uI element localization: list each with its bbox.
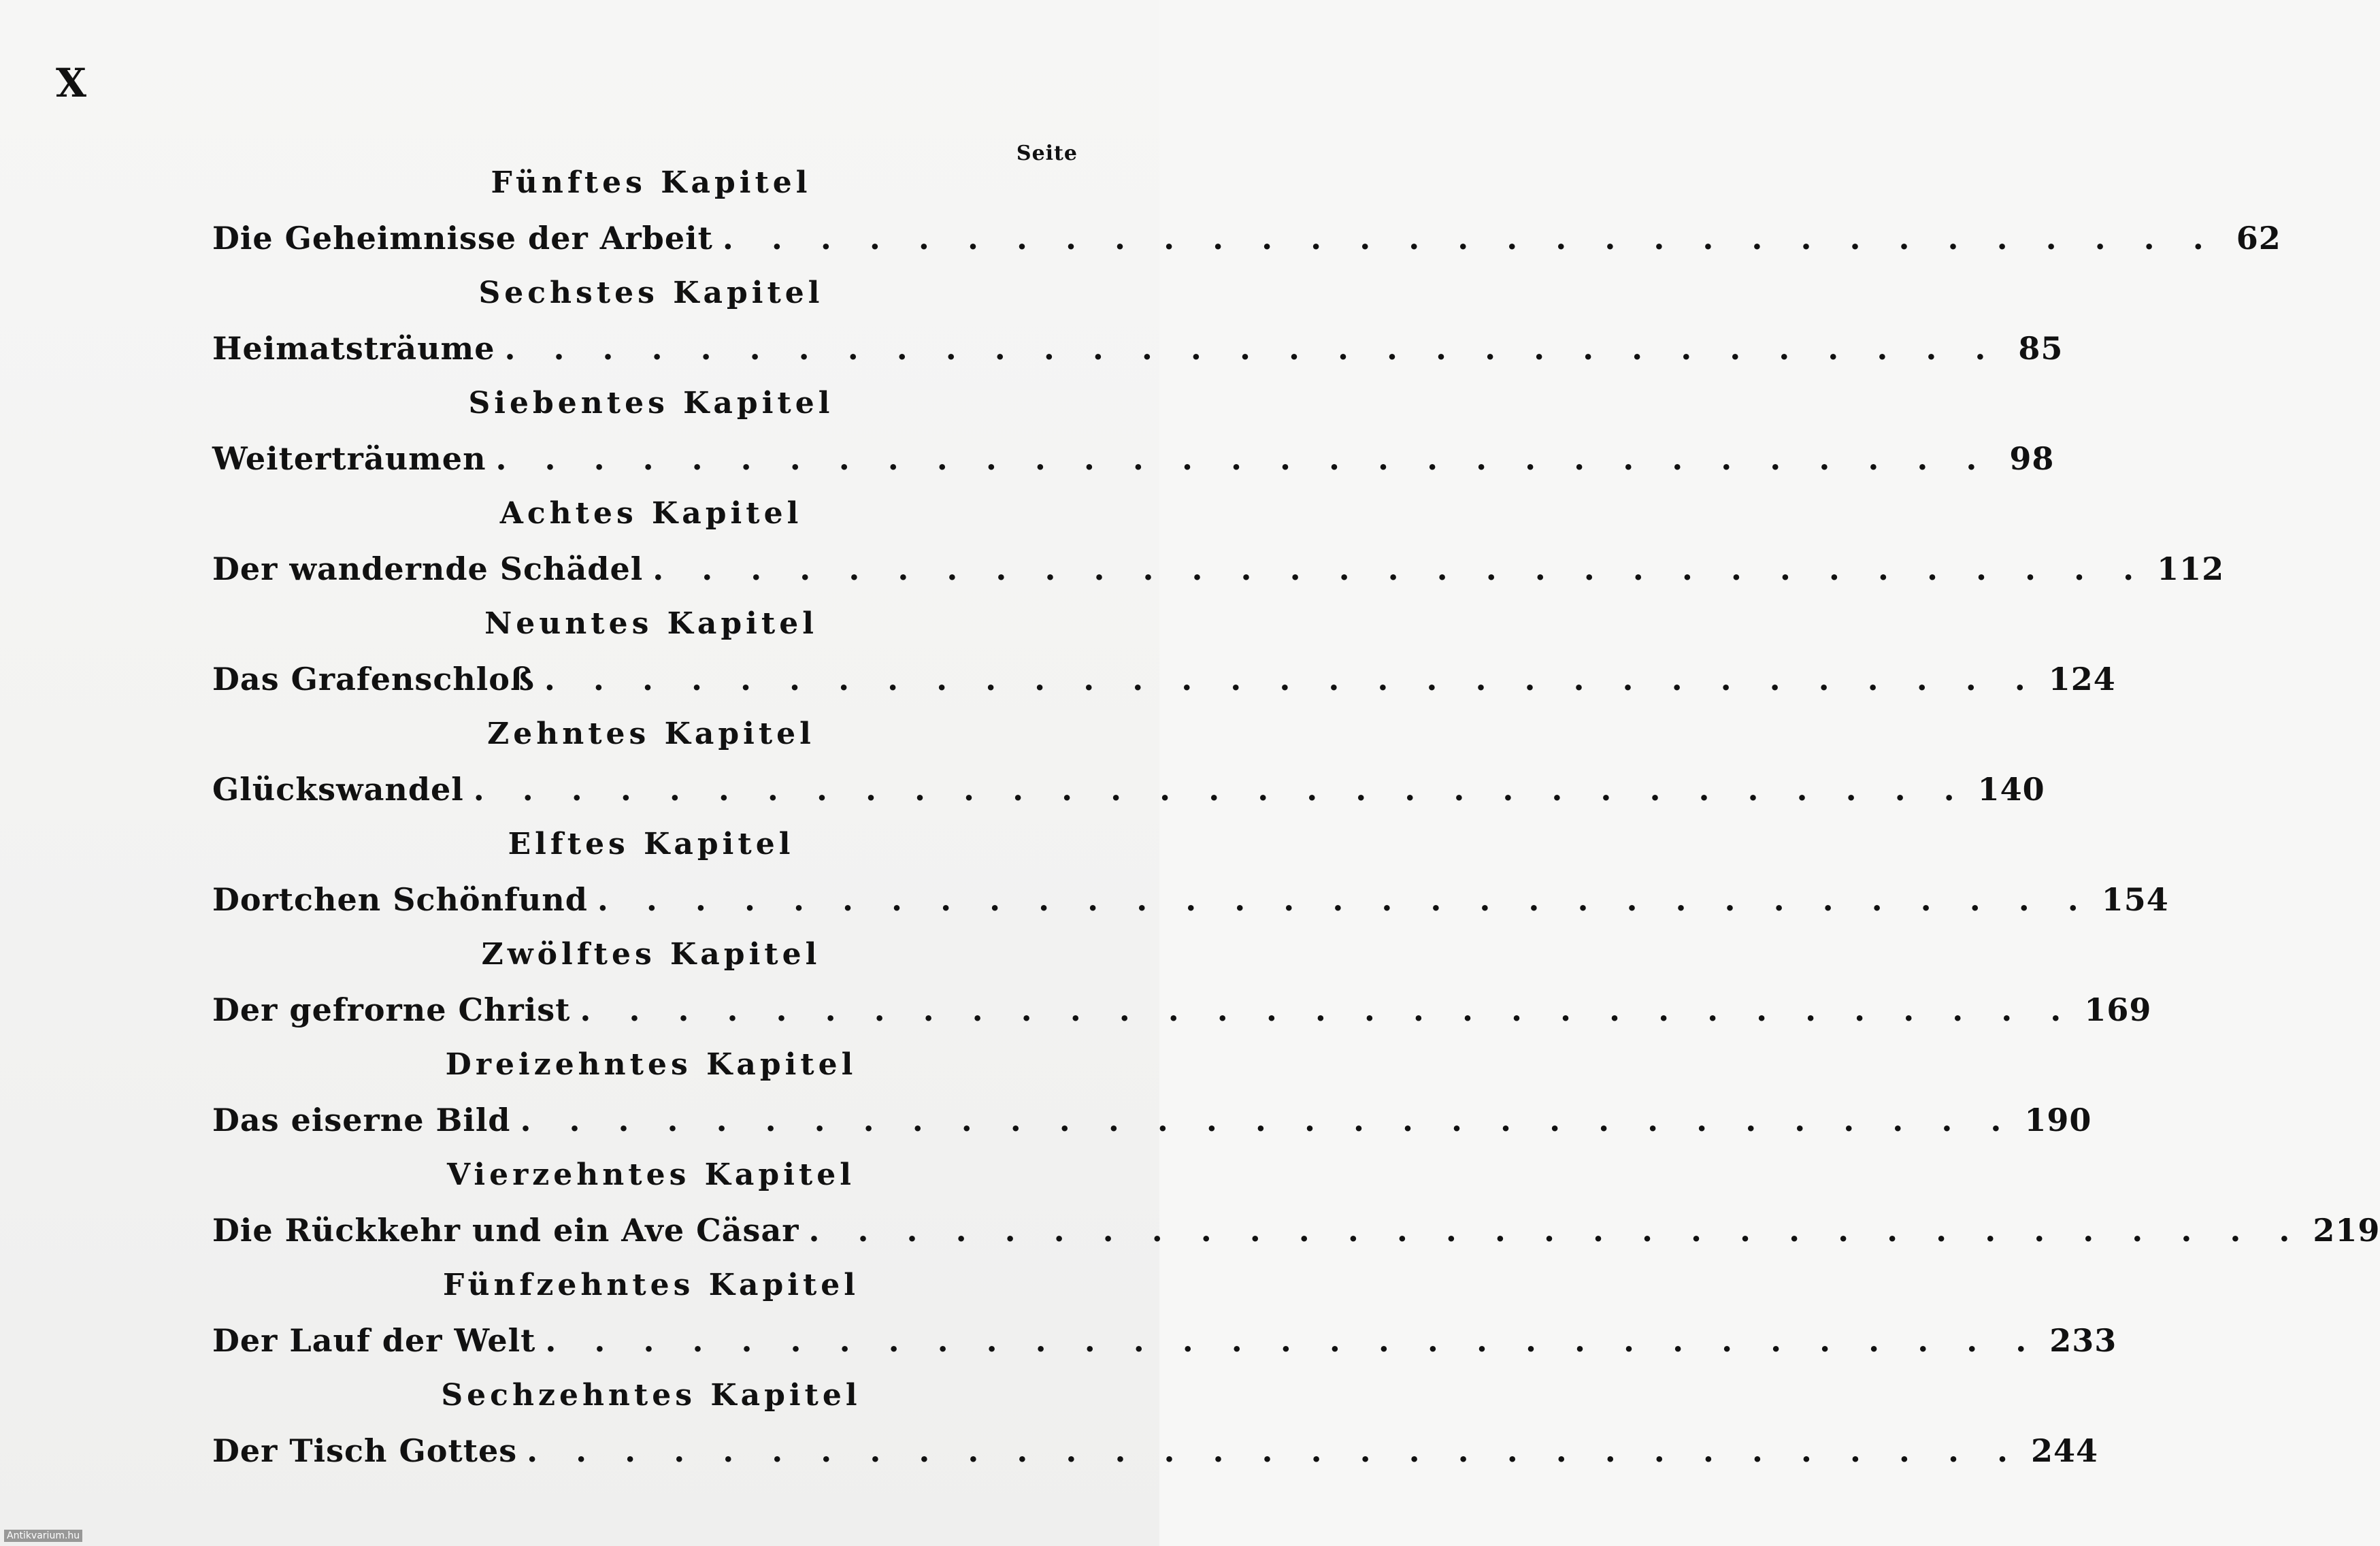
leader-dots: . . . . . . . . . . . . . . . . . . . . . . . . . . . . . . .: [520, 1102, 2015, 1138]
chapter-page: 98: [2009, 440, 2055, 477]
table-of-contents: [212, 157, 2380, 1479]
leader-dots: . . . . . . . . . . . . . . . . . . . . . . . . . . . . . . .: [652, 550, 2148, 587]
toc-entry: [212, 1091, 2092, 1149]
chapter-title: Das eiserne Bild: [212, 1102, 511, 1138]
chapter-page: 62: [2236, 220, 2281, 257]
leader-dots: . . . . . . . . . . . . . . . . . . . . . . . . . . . . . . .: [545, 1322, 2040, 1359]
chapter-title: Die Rückkehr und ein Ave Cäsar: [212, 1212, 799, 1249]
chapter-title: Die Geheimnisse der Arbeit: [212, 220, 713, 257]
chapter-heading: Dreizehntes Kapitel: [445, 1047, 857, 1082]
toc-entry: [212, 540, 2225, 597]
chapter-heading: Neuntes Kapitel: [484, 606, 818, 641]
chapter-page: 140: [1977, 771, 2045, 808]
toc-entry: [212, 651, 2116, 708]
chapter-heading: Vierzehntes Kapitel: [447, 1157, 855, 1192]
chapter-heading: Zehntes Kapitel: [487, 717, 815, 751]
chapter-title: Der Lauf der Welt: [212, 1322, 536, 1359]
chapter-title: Der Tisch Gottes: [212, 1432, 518, 1469]
chapter-heading: Sechstes Kapitel: [478, 276, 824, 310]
toc-entry: [212, 210, 2281, 267]
chapter-block: [212, 597, 2116, 708]
toc-entry: [212, 871, 2169, 928]
toc-entry: [212, 1312, 2117, 1369]
chapter-heading: Zwölftes Kapitel: [481, 937, 821, 972]
chapter-heading: Siebentes Kapitel: [468, 386, 834, 421]
chapter-page: 169: [2084, 991, 2152, 1028]
leader-dots: . . . . . . . . . . . . . . . . . . . . . . . . . . . . . . .: [544, 661, 2039, 697]
column-header-seite: Seite: [1016, 142, 1078, 165]
chapter-block: [212, 818, 2169, 928]
chapter-page: 124: [2048, 661, 2116, 697]
chapter-title: Dortchen Schönfund: [212, 881, 588, 918]
chapter-block: [212, 157, 2281, 267]
chapter-block: [212, 487, 2225, 597]
chapter-title: Der gefrorne Christ: [212, 991, 571, 1028]
chapter-page: 154: [2101, 881, 2169, 918]
chapter-block: [212, 708, 2045, 818]
chapter-page: 233: [2049, 1322, 2117, 1359]
watermark: Antikvarium.hu: [4, 1530, 82, 1542]
toc-entry: [212, 1422, 2099, 1479]
page-number: X: [56, 60, 88, 106]
chapter-page: 85: [2018, 330, 2064, 367]
leader-dots: . . . . . . . . . . . . . . . . . . . . . . . . . . . . . . .: [495, 440, 1991, 477]
chapter-block: [212, 377, 2055, 487]
chapter-title: Das Grafenschloß: [212, 661, 535, 697]
chapter-page: 190: [2024, 1102, 2092, 1138]
leader-dots: . . . . . . . . . . . . . . . . . . . . . . . . . . . . . . .: [597, 881, 2092, 918]
chapter-title: Heimatsträume: [212, 330, 495, 367]
chapter-heading: Achtes Kapitel: [499, 496, 803, 531]
leader-dots: . . . . . . . . . . . . . . . . . . . . . . . . . . . . . . .: [527, 1432, 2022, 1469]
chapter-heading: Elftes Kapitel: [508, 827, 795, 861]
toc-entry: [212, 761, 2045, 818]
chapter-block: [212, 1369, 2099, 1479]
chapter-heading: Fünftes Kapitel: [491, 165, 812, 200]
chapter-page: 219: [2313, 1212, 2380, 1249]
toc-entry: [212, 320, 2064, 377]
chapter-heading: Sechzehntes Kapitel: [441, 1378, 861, 1413]
chapter-title: Glückswandel: [212, 771, 464, 808]
chapter-block: [212, 267, 2064, 377]
leader-dots: . . . . . . . . . . . . . . . . . . . . . . . . . . . . . . .: [580, 991, 2075, 1028]
chapter-block: [212, 1149, 2380, 1259]
chapter-heading: Fünfzehntes Kapitel: [442, 1268, 859, 1302]
leader-dots: . . . . . . . . . . . . . . . . . . . . . . . . . . . . . . .: [722, 220, 2217, 257]
toc-entry: [212, 1202, 2380, 1259]
toc-entry: [212, 430, 2055, 487]
chapter-title: Weiterträumen: [212, 440, 486, 477]
toc-entry: [212, 981, 2152, 1038]
chapter-title: Der wandernde Schädel: [212, 550, 644, 587]
chapter-block: [212, 1259, 2117, 1369]
chapter-block: [212, 928, 2152, 1038]
leader-dots: . . . . . . . . . . . . . . . . . . . . . . . . . . . . . . .: [504, 330, 2000, 367]
chapter-page: 112: [2157, 550, 2225, 587]
leader-dots: . . . . . . . . . . . . . . . . . . . . . . . . . . . . . . .: [808, 1212, 2304, 1249]
leader-dots: . . . . . . . . . . . . . . . . . . . . . . . . . . . . . . .: [473, 771, 1968, 808]
chapter-block: [212, 1038, 2092, 1149]
chapter-page: 244: [2031, 1432, 2099, 1469]
